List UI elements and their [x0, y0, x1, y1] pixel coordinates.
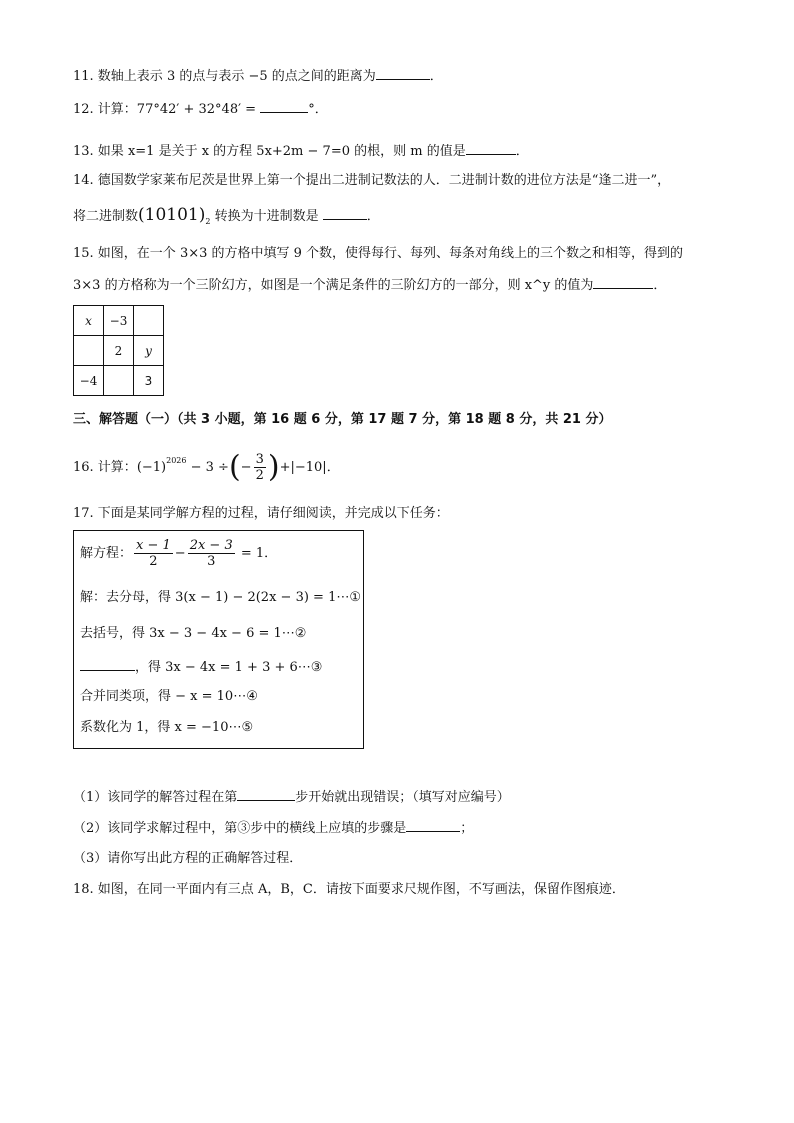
- question-11-text: 11. 数轴上表示 3 的点与表示 −5 的点之间的距离为: [73, 69, 376, 84]
- grid-cell: x: [74, 306, 104, 336]
- question-13-text: 13. 如果 x=1 是关于 x 的方程 5x+2m − 7=0 的根，则 m 的值是: [73, 144, 466, 159]
- section-heading: 三、解答题（一）（共 3 小题，第 16 题 6 分，第 17 题 7 分，第 18 题 8 分，共 21 分）: [73, 412, 612, 427]
- grid-cell: [74, 336, 104, 366]
- magic-square-grid: [73, 305, 164, 396]
- answer-blank: [376, 66, 430, 80]
- question-15-line2: 3×3 的方格称为一个三阶幻方，如图是一个满足条件的三阶幻方的一部分，则 x^y 的值为 ．: [73, 275, 666, 295]
- fraction: $\frac{3}{2}$: [255, 452, 264, 483]
- solution-row-3: 去括号，得 3x − 3 − 4x − 6 = 1⋯②: [80, 626, 307, 641]
- question-15-line1: 15. 如图，在一个 3×3 的方格中填写 9 个数，使得每行、每列、每条对角线上的三个数之和相等，得到的: [73, 246, 684, 261]
- question-18: 18. 如图，在同一平面内有三点 A，B，C．请按下面要求尺规作图，不写画法，保留作图痕迹．: [73, 882, 625, 897]
- solution-row-5: 合并同类项，得 − x = 10⋯④: [80, 689, 258, 704]
- solution-row-1: 解方程： $\frac{x - 1}{2}$ − $\frac{2x - 3}{3}$ = 1．: [80, 538, 278, 569]
- grid-cell: [104, 366, 134, 396]
- question-12: 12. 计算：77°42′ + 32°48′ = °．: [73, 99, 328, 119]
- binary-number: (10101): [138, 205, 206, 225]
- solution-row-6: 系数化为 1，得 x = −10⋯⑤: [80, 720, 254, 735]
- grid-cell: 2: [104, 336, 134, 366]
- grid-cell: −3: [104, 306, 134, 336]
- fraction: $\frac{2x - 3}{3}$: [189, 538, 233, 569]
- question-16: 16. 计算：$(-1)^{2026} - 3$ ÷(− $\frac{3}{2}$ )+|−10|．: [73, 449, 340, 485]
- question-17-intro: 17. 下面是某同学解方程的过程，请仔细阅读，并完成以下任务：: [73, 506, 449, 521]
- question-14-line2: 将二进制数$(10101)_2$ 转换为十进制数是 ．: [73, 205, 380, 226]
- solution-row-4: ，得 3x − 4x = 1 + 3 + 6⋯③: [80, 657, 322, 677]
- solution-box: [73, 530, 364, 749]
- question-13: 13. 如果 x=1 是关于 x 的方程 5x+2m − 7=0 的根，则 m 的值是 ．: [73, 141, 529, 161]
- grid-cell: y: [134, 336, 164, 366]
- answer-blank: [593, 275, 653, 289]
- absolute-value: |−10|: [290, 460, 327, 475]
- answer-blank: [260, 99, 308, 113]
- task-3: （3）请你写出此方程的正确解答过程．: [73, 851, 303, 866]
- task-2: （2）该同学求解过程中，第③步中的横线上应填的步骤是 ；: [73, 818, 473, 838]
- answer-blank: [80, 657, 135, 671]
- solution-row-2: 解：去分母，得 3(x − 1) − 2(2x − 3) = 1⋯①: [80, 590, 361, 605]
- fraction: $\frac{x - 1}{2}$: [136, 538, 171, 569]
- grid-cell: −4: [74, 366, 104, 396]
- binary-base: 2: [205, 217, 211, 226]
- grid-cell: [134, 306, 164, 336]
- answer-blank: [237, 787, 295, 801]
- answer-blank: [323, 206, 367, 220]
- exponent: 2026: [166, 456, 187, 465]
- grid-cell-handwritten: 3: [134, 366, 164, 396]
- answer-blank: [466, 141, 516, 155]
- task-1: （1）该同学的解答过程在第 步开始就出现错误；（填写对应编号）: [73, 787, 510, 807]
- question-12-text: 12. 计算：77°42′ + 32°48′ =: [73, 102, 257, 117]
- question-14-line1: 14. 德国数学家莱布尼茨是世界上第一个提出二进制记数法的人．二进制计数的进位方法是“逢二进一”，: [73, 173, 671, 188]
- question-11: 11. 数轴上表示 3 的点与表示 −5 的点之间的距离为 ．: [73, 66, 443, 86]
- answer-blank: [406, 818, 460, 832]
